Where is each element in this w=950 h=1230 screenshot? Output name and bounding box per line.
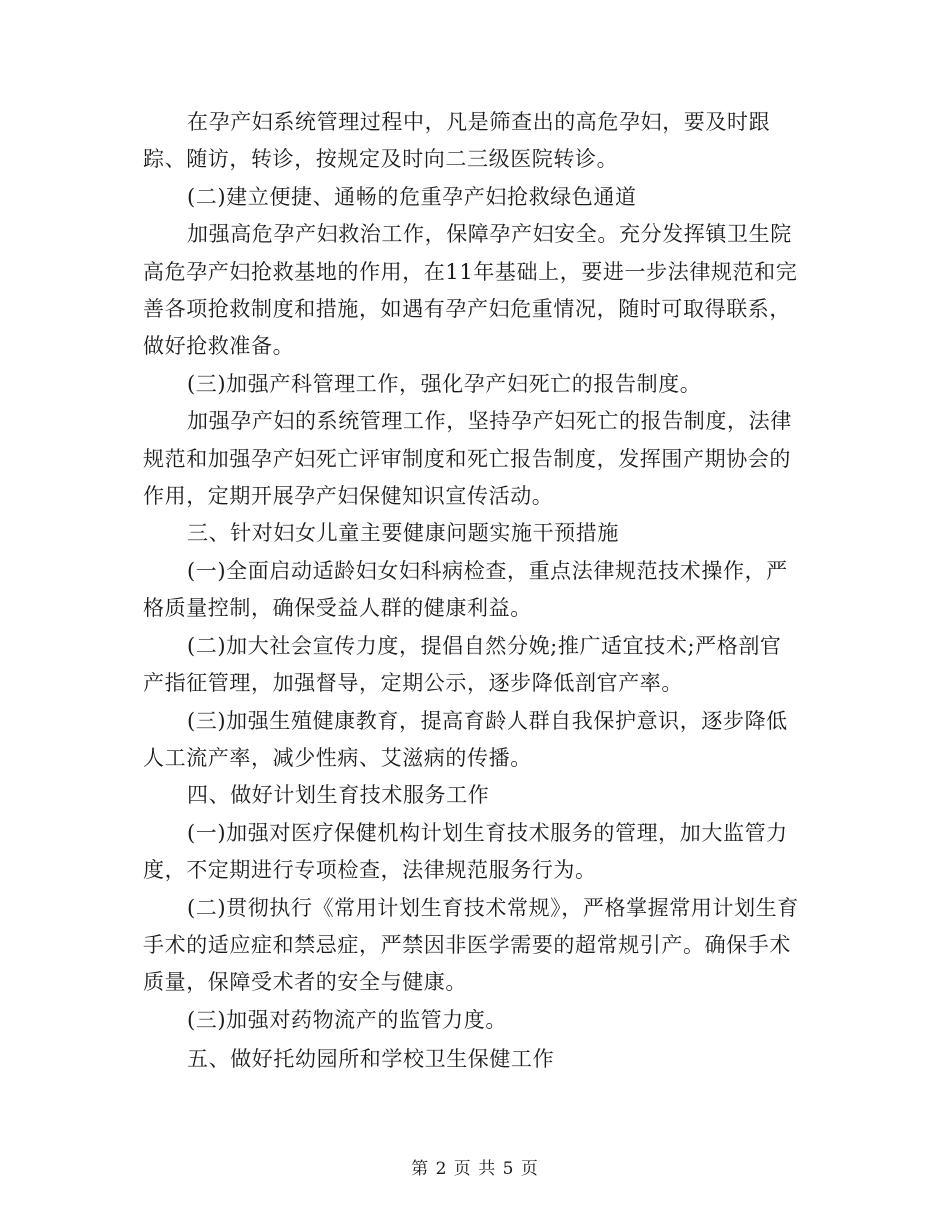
- paragraph: (二)贯彻执行《常用计划生育技术常规》，严格掌握常用计划生育手术的适应症和禁忌症，严禁因非医学需要的超常规引产。确保手术质量，保障受术者的安全与健康。: [143, 895, 799, 995]
- section-heading: 四、做好计划生育技术服务工作: [187, 783, 490, 808]
- page-number-footer: 第 2 页 共 5 页: [411, 1159, 539, 1179]
- paragraph: (三)加强对药物流产的监管力度。: [187, 1007, 507, 1032]
- paragraph: 加强高危孕产妇救治工作，保障孕产妇安全。充分发挥镇卫生院高危孕产妇抢救基地的作用，在11年基础上，要进一步法律规范和完善各项抢救制度和措施，如遇有孕产妇危重情况，随时可取得联系，做好抢救准备。: [143, 222, 798, 359]
- paragraph: (三)加强生殖健康教育，提高育龄人群自我保护意识，逐步降低人工流产率，减少性病、艾滋病的传播。: [143, 708, 788, 770]
- paragraph: (二)加大社会宣传力度，提倡自然分娩;推广适宜技术;严格剖官产指征管理，加强督导，定期公示，逐步降低剖官产率。: [143, 633, 782, 696]
- paragraph: 加强孕产妇的系统管理工作，坚持孕产妇死亡的报告制度，法律规范和加强孕产妇死亡评审制度和死亡报告制度，发挥围产期协会的作用，定期开展孕产妇保健知识宣传活动。: [143, 409, 792, 509]
- section-heading: (二)建立便捷、通畅的危重孕产妇抢救绿色通道: [187, 184, 637, 209]
- section-heading: 三、针对妇女儿童主要健康问题实施干预措施: [187, 521, 619, 546]
- document-body: [143, 104, 803, 1079]
- paragraph: (一)全面启动适龄妇女妇科病检查，重点法律规范技术操作，严格质量控制，确保受益人群的健康利益。: [143, 558, 788, 621]
- paragraph: (一)加强对医疗保健机构计划生育技术服务的管理，加大监管力度，不定期进行专项检查，法律规范服务行为。: [143, 820, 788, 883]
- section-heading: (三)加强产科管理工作，强化孕产妇死亡的报告制度。: [187, 371, 702, 396]
- section-heading: 五、做好托幼园所和学校卫生保健工作: [187, 1047, 555, 1072]
- paragraph: 在孕产妇系统管理过程中，凡是筛查出的高危孕妇，要及时跟踪、随访，转诊，按规定及时向二三级医院转诊。: [143, 110, 771, 172]
